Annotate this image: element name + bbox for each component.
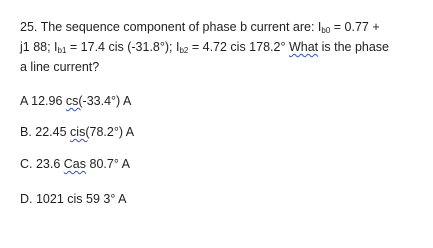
option-a-prefix: A 12.96 [20,94,66,108]
option-c-suffix: 80.7° A [86,157,130,171]
spellcheck-cis: cis( [70,125,90,139]
question-line1-after: = 0.77 + [330,20,380,34]
question-line2-after: = 4.72 cis 178.2° [188,40,289,54]
option-b [20,125,134,139]
spellcheck-what: What [288,40,319,54]
option-b-prefix: B. 22.45 [20,125,71,139]
question-text [20,18,430,76]
question-line2-mid: = 17.4 cis (-31.8°); I [66,40,180,54]
question-line1-text: The sequence component of phase b current are: I [40,20,322,34]
spellcheck-cs: cs( [65,94,83,108]
question-line-3: a line current? [20,60,100,74]
question-line2-end: is the phase [318,40,390,54]
subscript-b0: b0 [321,26,331,35]
question-line-1 [20,18,430,38]
option-c-prefix: C. 23.6 [20,157,64,171]
spellcheck-cas: Cas [63,157,87,171]
option-b-suffix: 78.2°) A [89,125,135,139]
option-d: D. 1021 cis 59 3° A [20,192,127,206]
subscript-b2: b2 [179,46,189,55]
question-number: 25. [20,20,38,34]
option-c [20,157,130,171]
question-line2-start: j1 88; I [20,40,58,54]
option-a [20,94,131,108]
question-line-2 [20,38,430,58]
option-a-suffix: -33.4°) A [82,94,132,108]
subscript-b1: b1 [57,46,67,55]
